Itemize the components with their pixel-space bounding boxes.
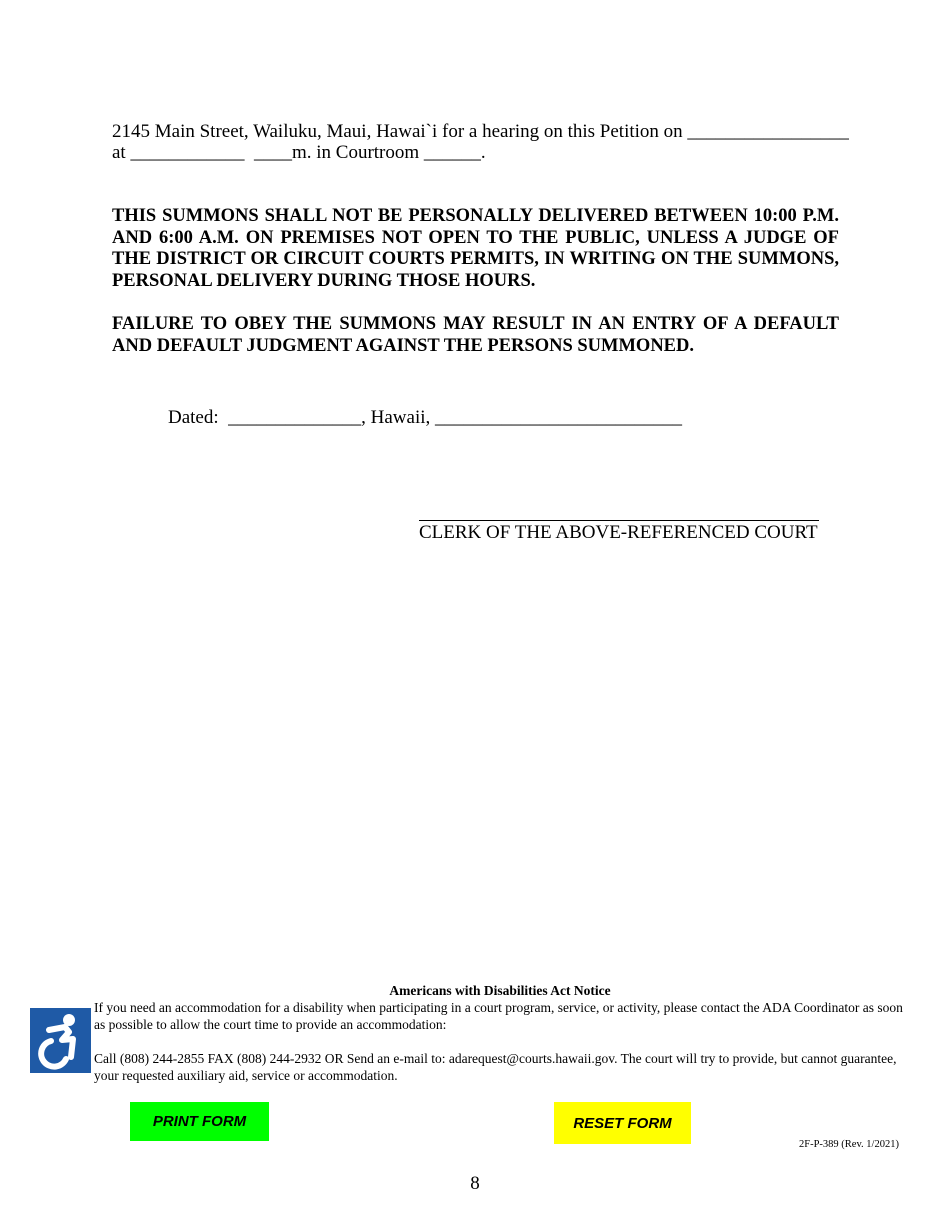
ada-notice-paragraph-2: Call (808) 244-2855 FAX (808) 244-2932 OR Send an e-mail to: adarequest@courts.hawaii.gov. The court will try to provide, but cannot guarantee, your requested auxiliary aid, service or accommodation.: [94, 1051, 897, 1083]
page-number: 8: [470, 1173, 480, 1194]
reset-form-button[interactable]: RESET FORM: [554, 1102, 691, 1144]
hearing-line-2: at ____________ ____m. in Courtroom ______.: [112, 142, 486, 163]
default-warning-paragraph: FAILURE TO OBEY THE SUMMONS MAY RESULT IN AN ENTRY OF A DEFAULT AND DEFAULT JUDGMENT AGAINST THE PERSONS SUMMONED.: [112, 314, 839, 356]
dated-line: Dated: ______________, Hawaii, __________________________: [168, 407, 683, 428]
hearing-line-1: 2145 Main Street, Wailuku, Maui, Hawai`i for a hearing on this Petition on _________________: [112, 121, 849, 142]
ada-notice-paragraph-1: If you need an accommodation for a disability when participating in a court program, service, or activity, please contact the ADA Coordinator as soon as possible to allow the court time to provide an accommodation:: [94, 1000, 903, 1032]
form-number: 2F-P-389 (Rev. 1/2021): [799, 1139, 899, 1150]
ada-notice-title: Americans with Disabilities Act Notice: [389, 983, 611, 998]
print-form-button[interactable]: PRINT FORM: [130, 1102, 269, 1141]
clerk-signature-label: CLERK OF THE ABOVE-REFERENCED COURT: [419, 522, 818, 543]
summons-warning-paragraph: THIS SUMMONS SHALL NOT BE PERSONALLY DELIVERED BETWEEN 10:00 P.M. AND 6:00 A.M. ON PREMISES NOT OPEN TO THE PUBLIC, UNLESS A JUDGE OF THE DISTRICT OR CIRCUIT COURTS PERMITS, IN WRITING ON THE SUMMONS, PERSONAL DELIVERY DURING THOSE HOURS.: [112, 206, 839, 291]
signature-line: [419, 520, 819, 521]
wheelchair-icon: [35, 1012, 87, 1070]
accessibility-icon: [30, 1008, 91, 1073]
